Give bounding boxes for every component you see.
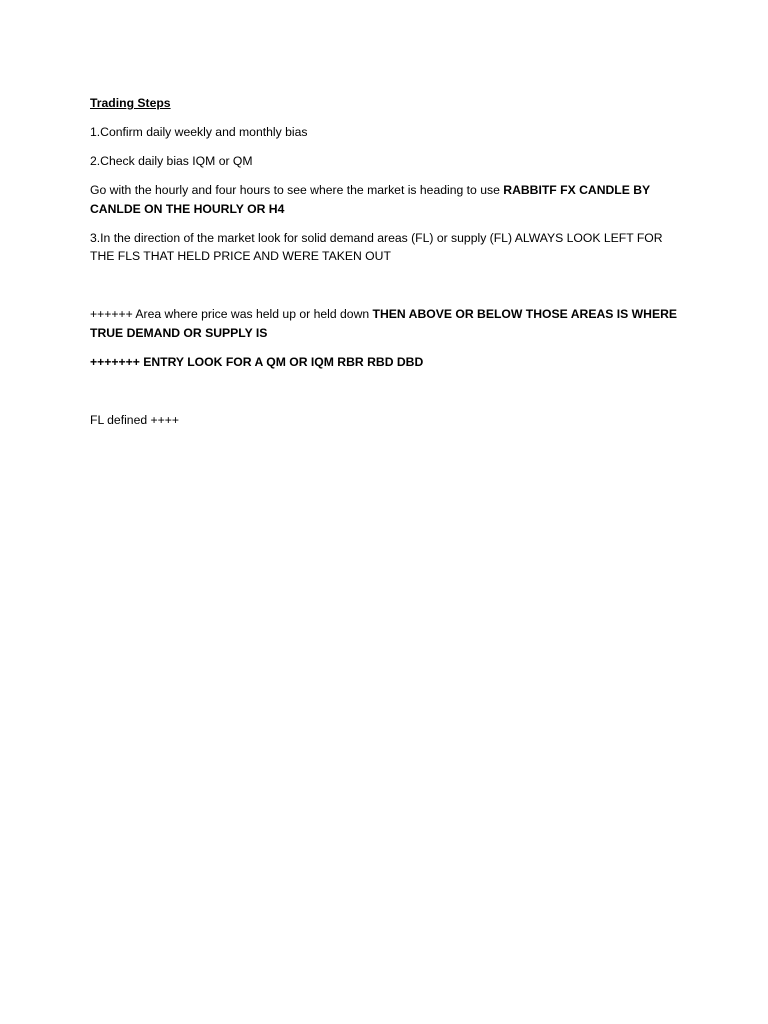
area-text: ++++++ Area where price was held up or held down [90,307,373,321]
document-title: Trading Steps [90,96,171,110]
document-body [90,94,680,440]
hourly-bold-text: RABBITF FX CANDLE BY CANLDE ON THE HOURLY OR H4 [90,183,650,216]
step-1-text: 1.Confirm daily weekly and monthly bias [90,125,308,139]
hourly-paragraph [90,181,680,218]
step-3-text: 3.In the direction of the market look for solid demand areas (FL) or supply (FL) ALWAYS LOOK LEFT FOR THE FLS THAT HELD PRICE AND WERE TAKEN OUT [90,230,663,263]
blank-line [90,276,680,305]
fl-defined-text: FL defined ++++ [90,412,179,427]
blank-line-2 [90,382,680,411]
area-paragraph [90,305,680,342]
area-bold-text: THEN ABOVE OR BELOW THOSE AREAS IS WHERE TRUE DEMAND OR SUPPLY IS [90,307,678,340]
entry-text: +++++++ ENTRY LOOK FOR A QM OR IQM RBR RBD DBD [90,354,424,369]
hourly-text: Go with the hourly and four hours to see where the market is heading to use [90,183,504,197]
step-2-text: 2.Check daily bias IQM or QM [90,154,253,168]
